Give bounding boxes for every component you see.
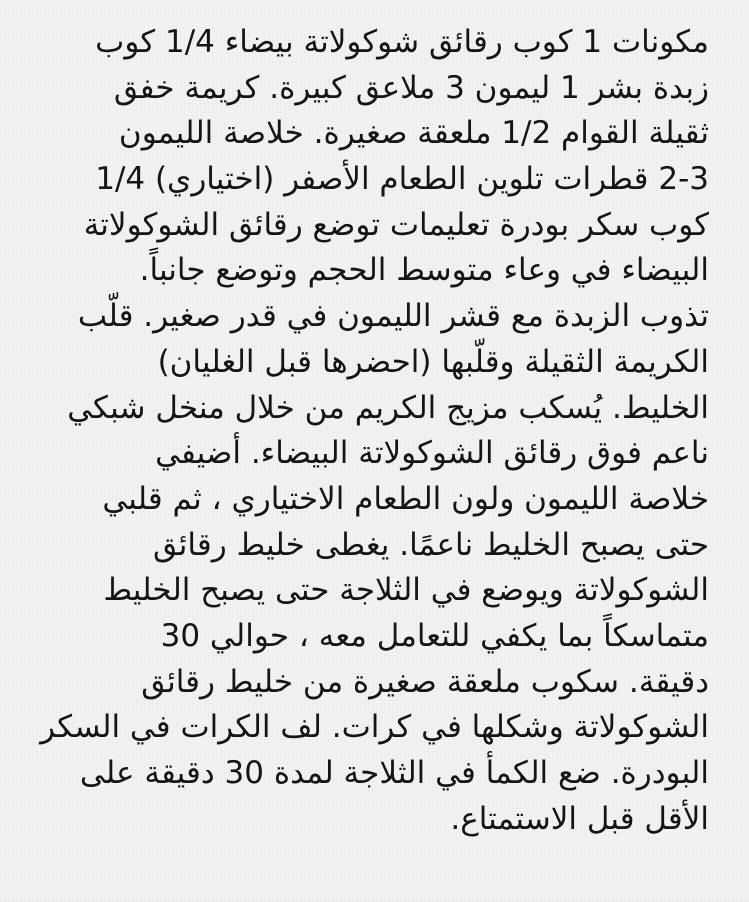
recipe-line: ناعم فوق رقائق الشوكولاتة البيضاء. أضيفي xyxy=(155,435,709,472)
recipe-line: 2-3 قطرات تلوين الطعام الأصفر (اختياري) 1/4 xyxy=(95,161,709,198)
recipe-line: الشوكولاتة وشكلها في كرات. لف الكرات في السكر xyxy=(40,709,709,746)
recipe-line: حتى يصبح الخليط ناعمًا. يغطى خليط رقائق xyxy=(152,526,709,563)
recipe-line: مكونات 1 كوب رقائق شوكولاتة بيضاء 1/4 كوب xyxy=(95,24,709,60)
recipe-line: الكريمة الثقيلة وقلّبها (احضرها قبل الغليان) xyxy=(157,343,709,380)
recipe-line: الخليط. يُسكب مزيج الكريم من خلال منخل شبكي xyxy=(67,389,709,426)
recipe-line: متماسكاً بما يكفي للتعامل معه ، حوالي 30 xyxy=(160,617,709,654)
recipe-line: خلاصة الليمون ولون الطعام الاختياري ، ثم قلبي xyxy=(102,480,709,517)
recipe-line: كوب سكر بودرة تعليمات توضع رقائق الشوكولاتة xyxy=(83,206,709,243)
recipe-line: البودرة. ضع الكمأ في الثلاجة لمدة 30 دقيقة على xyxy=(79,755,709,791)
recipe-line: زبدة بشر 1 ليمون 3 ملاعق كبيرة. كريمة خفق xyxy=(113,69,709,106)
recipe-line: البيضاء في وعاء متوسط الحجم وتوضع جانباً. xyxy=(139,252,709,289)
recipe-line: دقيقة. سكوب ملعقة صغيرة من خليط رقائق xyxy=(141,663,709,700)
recipe-line: الأقل قبل الاستمتاع. xyxy=(450,800,709,837)
recipe-text xyxy=(40,20,709,842)
recipe-line: ثقيلة القوام 1/2 ملعقة صغيرة. خلاصة الليمون xyxy=(118,115,709,152)
recipe-line: الشوكولاتة ويوضع في الثلاجة حتى يصبح الخليط xyxy=(103,572,709,609)
recipe-line: تذوب الزبدة مع قشر الليمون في قدر صغير. قلّب xyxy=(77,298,709,335)
